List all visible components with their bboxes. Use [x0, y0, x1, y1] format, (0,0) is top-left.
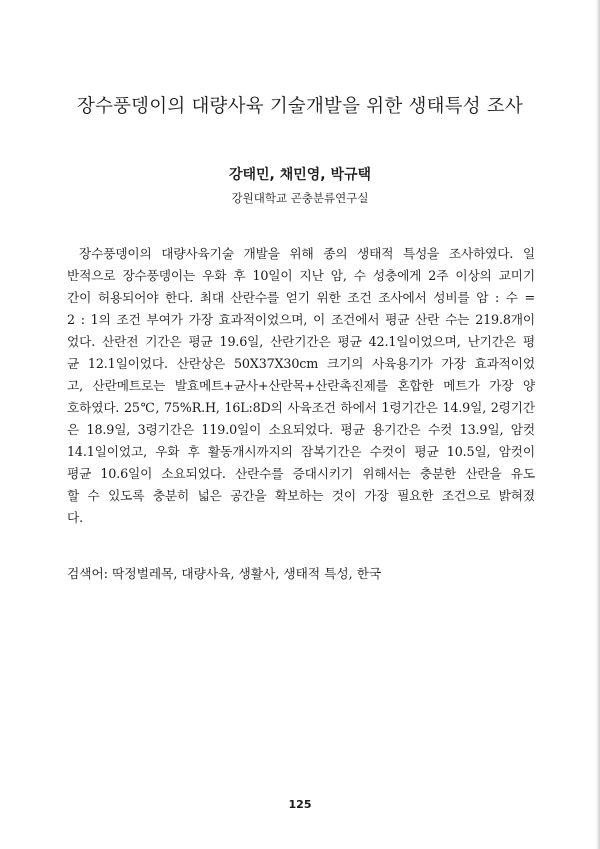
keywords: 검색어: 딱정벌레목, 대량사육, 생활사, 생태적 특성, 한국 — [67, 566, 382, 581]
abstract-line: 반적으로 장수풍뎅이는 우화 후 10일이 지난 암, 수 성충에게 2주 이상의 교미기 — [67, 268, 535, 283]
affiliation: 강원대학교 곤충분류연구실 — [231, 191, 369, 205]
abstract-line: 다. — [67, 510, 83, 525]
abstract-line: 간이 허용되어야 한다. 최대 산란수를 얻기 위한 조건 조사에서 성비를 암 : 수 = — [67, 290, 535, 305]
abstract-line: 었다. 산란전 기간은 평균 19.6일, 산란기간은 평균 42.1일이었으며, 난기간은 평 — [67, 334, 535, 349]
abstract — [67, 243, 535, 529]
abstract-line: 균 12.1일이었다. 산란상은 50X37X30cm 크기의 사육용기가 가장 효과적이었 — [67, 356, 535, 371]
page-edge-shadow — [596, 0, 600, 849]
abstract-line: 은 18.9일, 3령기간은 119.0일이 소요되었다. 평균 용기간은 수컷 13.9일, 암컷 — [67, 422, 535, 437]
abstract-line: 2 : 1의 조건 부여가 가장 효과적이었으며, 이 조건에서 평균 산란 수는 219.8개이 — [67, 312, 535, 327]
author-list: 강태민, 채민영, 박규택 — [228, 167, 372, 183]
abstract-line: 고, 산란메트로는 발효메트+균사+산란목+산란촉진제를 혼합한 메트가 가장 양 — [67, 378, 535, 393]
abstract-line: 호하였다. 25℃, 75%R.H, 16L:8D의 사육조건 하에서 1령기간은 14.9일, 2령기간 — [67, 400, 535, 415]
paper-title: 장수풍뎅이의 대량사육 기술개발을 위한 생태특성 조사 — [76, 96, 524, 117]
abstract-line: 할 수 있도록 충분히 넓은 공간을 확보하는 것이 가장 필요한 조건으로 밝혀졌 — [67, 488, 535, 503]
abstract-line: 14.1일이었고, 우화 후 활동개시까지의 잠복기간은 수컷이 평균 10.5일, 암컷이 — [67, 444, 535, 459]
abstract-line: 장수풍뎅이의 대량사육기술 개발을 위해 종의 생태적 특성을 조사하였다. 일 — [79, 246, 535, 261]
abstract-line: 평균 10.6일이 소요되었다. 산란수를 증대시키기 위해서는 충분한 산란을 유도 — [67, 466, 535, 481]
page-number: 125 — [288, 798, 312, 811]
